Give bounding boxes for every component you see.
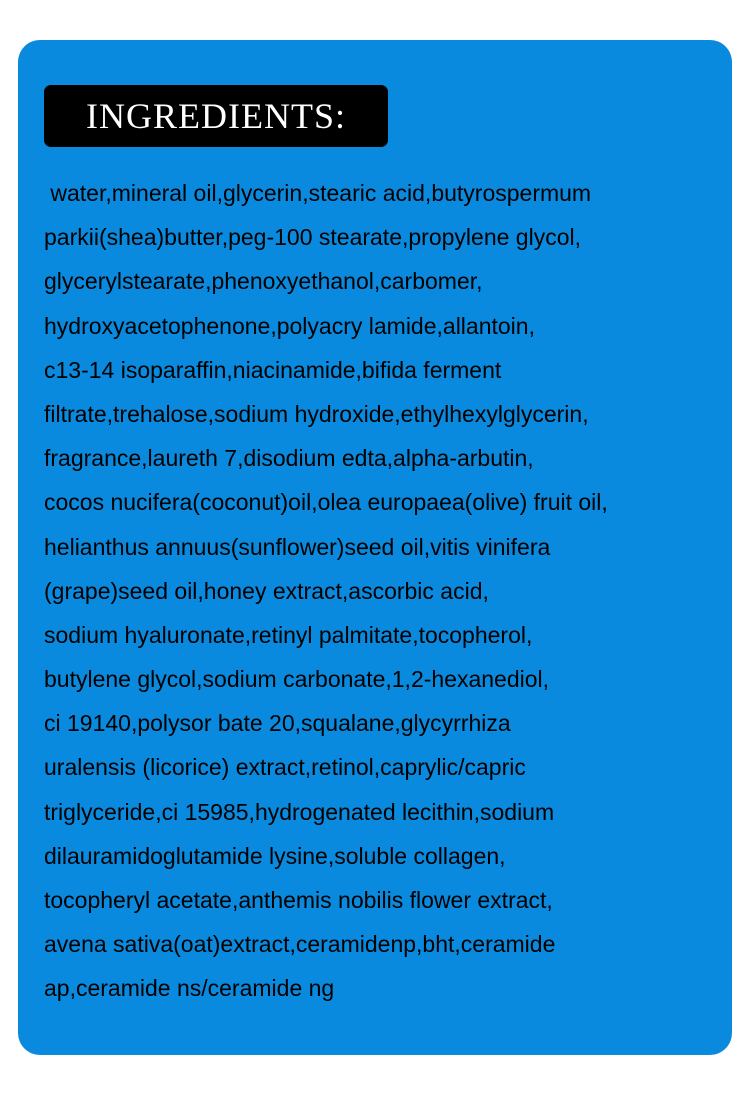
ingredient-line: ci 19140,polysor bate 20,squalane,glycyrrhiza [44, 710, 511, 737]
ingredients-list [44, 171, 608, 1011]
ingredient-line: parkii(shea)butter,peg-100 stearate,propylene glycol, [44, 224, 581, 251]
ingredient-line: hydroxyacetophenone,polyacry lamide,allantoin, [44, 312, 535, 339]
ingredients-heading: INGREDIENTS: [44, 85, 388, 147]
ingredient-line: butylene glycol,sodium carbonate,1,2-hexanediol, [44, 666, 550, 693]
ingredient-line: (grape)seed oil,honey extract,ascorbic acid, [44, 577, 489, 604]
ingredient-line: fragrance,laureth 7,disodium edta,alpha-arbutin, [44, 445, 534, 472]
ingredient-line: helianthus annuus(sunflower)seed oil,vitis vinifera [44, 533, 551, 560]
ingredient-line: triglyceride,ci 15985,hydrogenated lecithin,sodium [44, 798, 555, 825]
ingredient-line: avena sativa(oat)extract,ceramidenp,bht,ceramide [44, 931, 556, 958]
ingredient-line: filtrate,trehalose,sodium hydroxide,ethylhexylglycerin, [44, 400, 589, 427]
ingredient-line: water,mineral oil,glycerin,stearic acid,butyrospermum [44, 180, 592, 206]
ingredient-line: c13-14 isoparaffin,niacinamide,bifida ferment [44, 356, 502, 383]
ingredient-line: dilauramidoglutamide lysine,soluble collagen, [44, 842, 506, 869]
ingredient-line: tocopheryl acetate,anthemis nobilis flower extract, [44, 887, 553, 913]
ingredient-line: cocos nucifera(coconut)oil,olea europaea(olive) fruit oil, [44, 489, 608, 516]
ingredient-line: glycerylstearate,phenoxyethanol,carbomer, [44, 268, 483, 295]
ingredient-line: sodium hyaluronate,retinyl palmitate,tocopherol, [44, 621, 533, 648]
ingredients-panel [18, 40, 732, 1055]
ingredient-line: ap,ceramide ns/ceramide ng [44, 975, 335, 1002]
ingredient-line: uralensis (licorice) extract,retinol,caprylic/capric [44, 754, 526, 781]
